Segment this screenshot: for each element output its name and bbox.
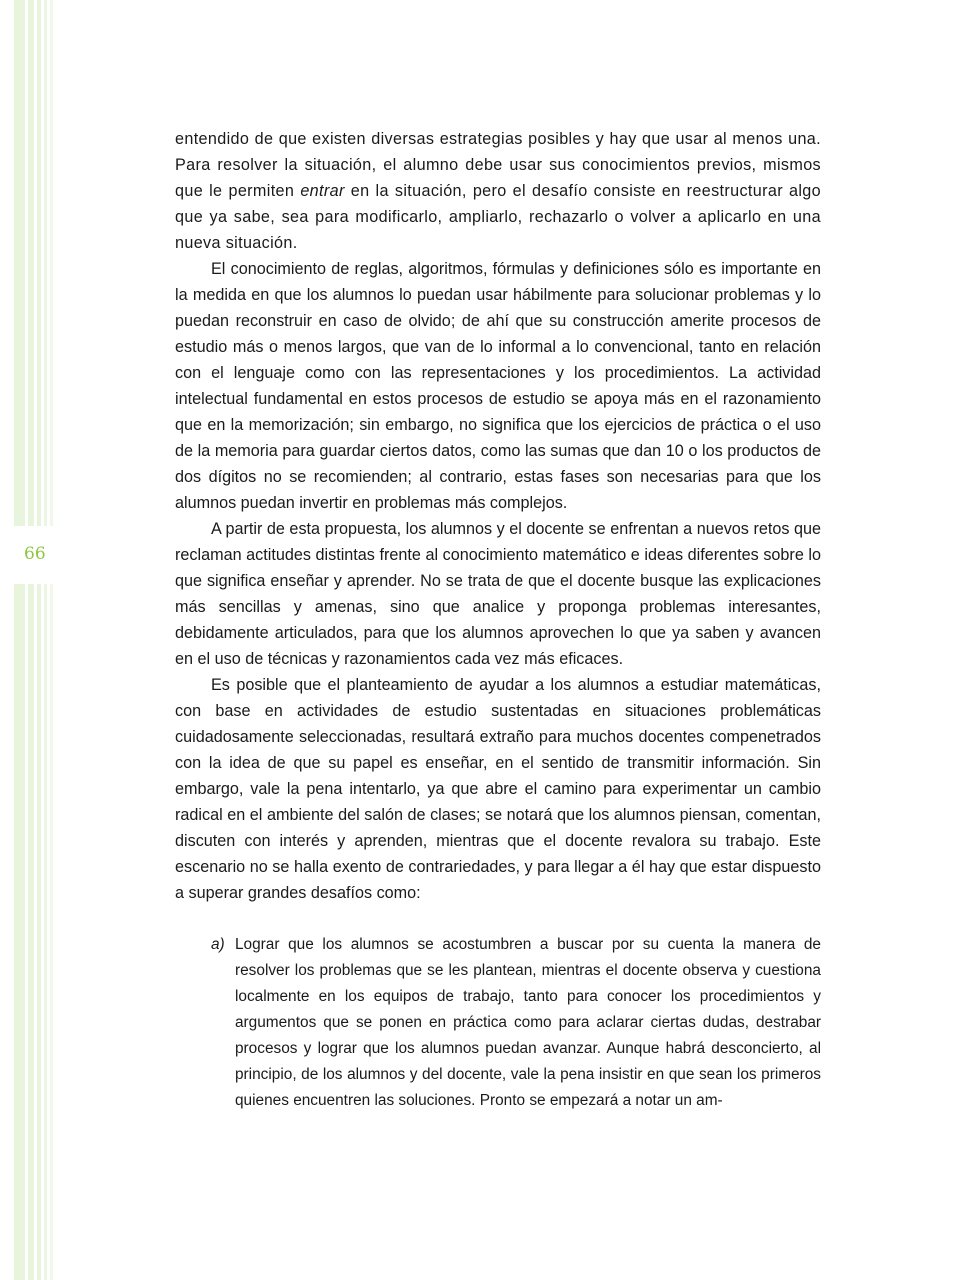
list-item-text: Lograr que los alumnos se acostumbren a buscar por su cuenta la manera de resolver los problemas que se les plantean, mientras el docente observa y cuestiona localmente en los equipos de trabajo, tanto para conocer los procedimientos y argumentos que se ponen en práctica como para aclarar ciertas dudas, destrabar procesos y lograr que los alumnos puedan avanzar. Aunque habrá desconcierto, al principio, de los alumnos y del docente, vale la pena insistir en que sean los primeros quienes encuentren las soluciones. Pronto se empezará a notar un am-	[235, 936, 821, 1109]
paragraph: A partir de esta propuesta, los alumnos y el docente se enfrentan a nuevos retos que reclaman actitudes distintas frente al conocimiento matemático e ideas diferentes sobre lo que significa enseñar y aprender. No se trata de que el docente busque las explicaciones más sencillas y amenas, sino que analice y proponga problemas interesantes, debidamente articulados, para que los alumnos aprovechen lo que ya saben y avancen en el uso de técnicas y razonamientos cada vez más eficaces.	[175, 520, 821, 668]
list-marker: a)	[211, 936, 225, 953]
decorative-margin-stripes	[0, 0, 60, 1280]
body-text	[175, 126, 821, 1114]
margin-stripe	[37, 0, 41, 1280]
emphasis-text: entrar	[300, 182, 345, 200]
paragraph: El conocimiento de reglas, algoritmos, fórmulas y definiciones sólo es importante en la medida en que los alumnos lo puedan usar hábilmente para solucionar problemas y lo puedan reconstruir en caso de olvido; de ahí que su construcción amerite procesos de estudio más o menos largos, que van de lo informal a lo convencional, tanto en relación con el lenguaje como con las representaciones y los procedimientos. La actividad intelectual fundamental en estos procesos de estudio se apoya más en el razonamiento que en la memorización; sin embargo, no significa que los ejercicios de práctica o el uso de la memoria para guardar ciertos datos, como las sumas que dan 10 o los productos de dos dígitos no se recomienden; al contrario, estas fases son necesarias para que los alumnos puedan invertir en problemas más complejos.	[175, 260, 821, 512]
margin-stripe	[50, 0, 53, 1280]
paragraph	[175, 126, 821, 256]
paragraph-text: en la situación, pero el desafío consiste en reestructurar algo que ya sabe, sea para modificarlo, ampliarlo, rechazarlo o volver a aplicarlo en una nueva situación.	[175, 182, 821, 252]
page-number: 66	[24, 544, 46, 564]
paragraph: Es posible que el planteamiento de ayudar a los alumnos a estudiar matemáticas, con base en actividades de estudio sustentadas en situaciones problemáticas cuidadosamente seleccionadas, resultará extraño para muchos docentes compenetrados con la idea de que su papel es enseñar, en el sentido de transmitir información. Sin embargo, vale la pena intentarlo, ya que abre el camino para experimentar un cambio radical en el ambiente del salón de clases; se notará que los alumnos piensan, comentan, discuten con interés y aprenden, mientras que el docente revalora su trabajo. Este escenario no se halla exento de contrariedades, y para llegar a él hay que estar dispuesto a superar grandes desafíos como:	[175, 676, 821, 902]
margin-stripe	[14, 0, 25, 1280]
margin-stripe	[28, 0, 34, 1280]
list-item	[175, 932, 821, 1114]
margin-stripe	[44, 0, 47, 1280]
paragraph-text: entendido de que existen diversas estrategias posibles y hay que usar al menos una. Para resolver la situación, el alumno debe usar sus conocimientos previos, mismos que le permiten	[175, 130, 821, 200]
challenges-list	[175, 932, 821, 1114]
